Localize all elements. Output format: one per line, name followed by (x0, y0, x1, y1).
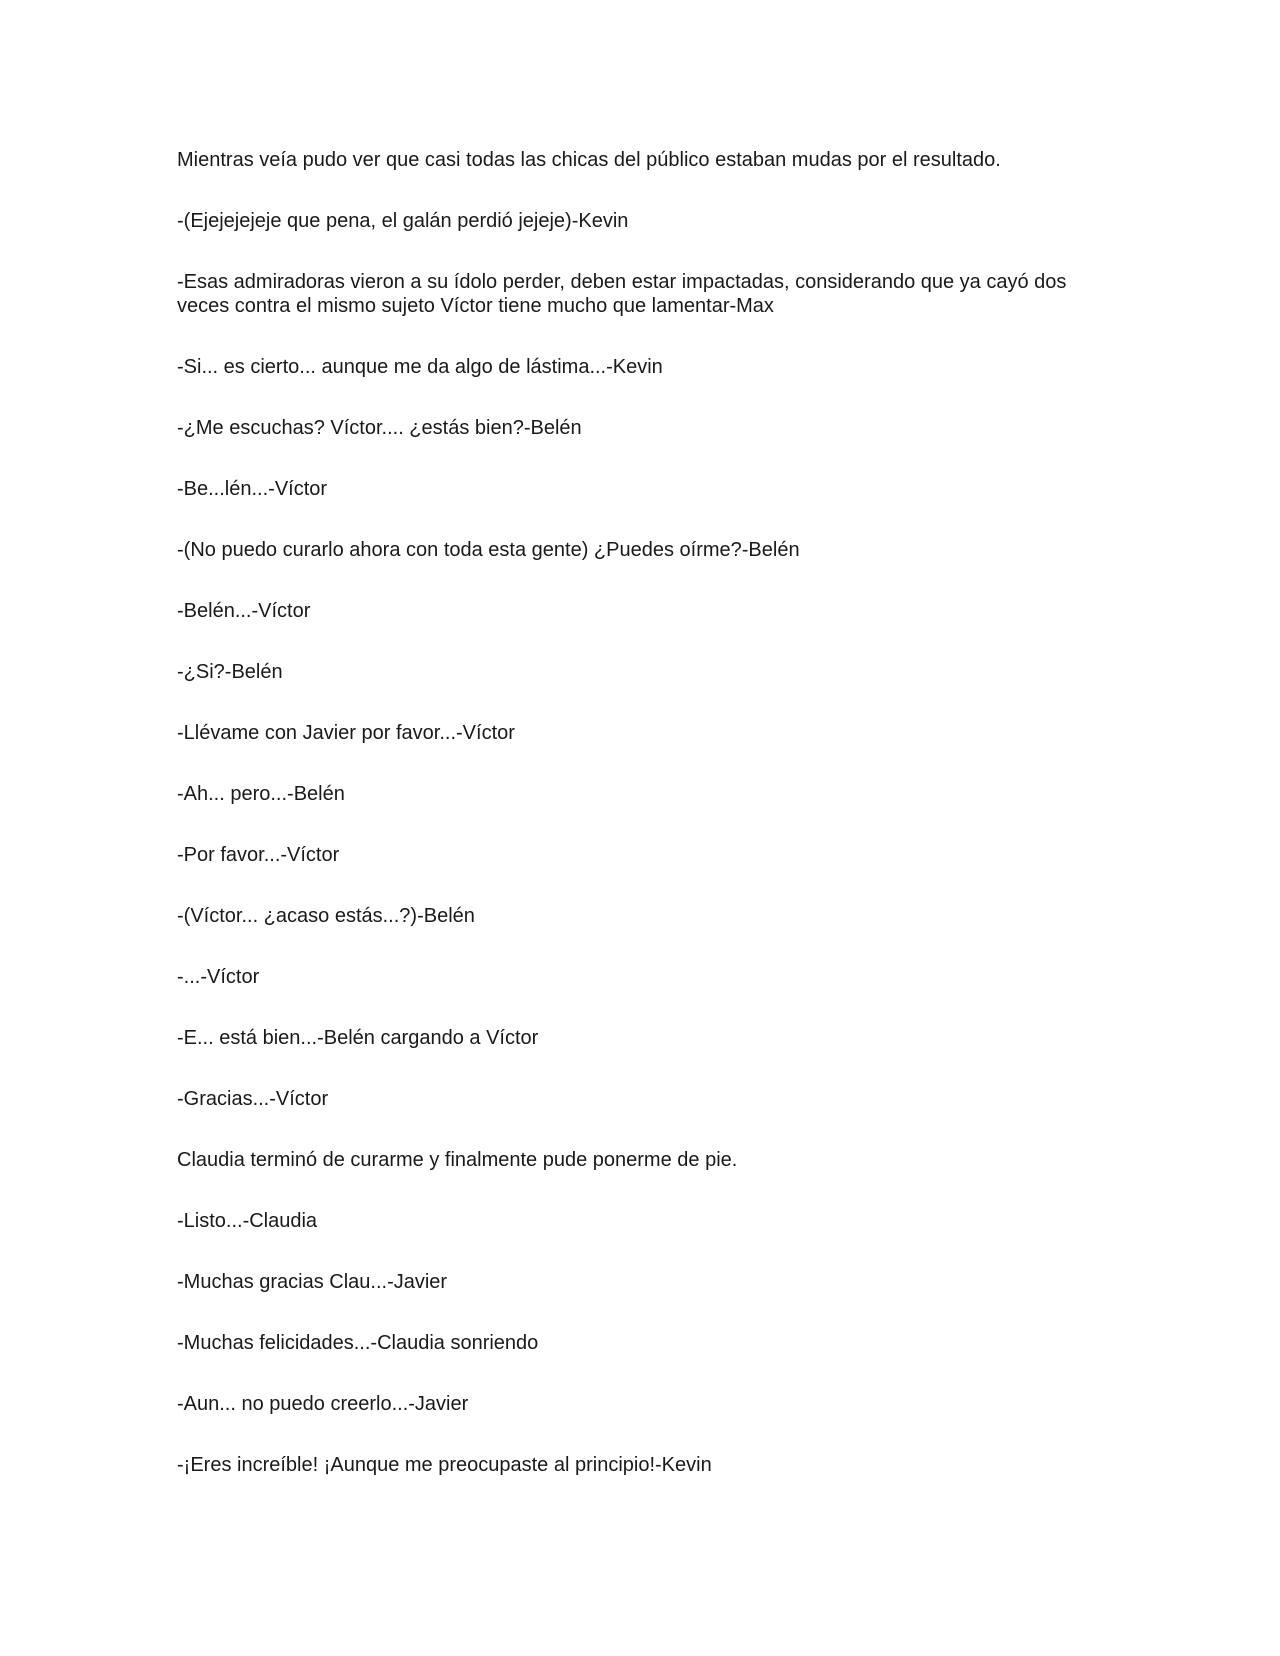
paragraph: -¿Si?-Belén (177, 661, 283, 683)
paragraph: -...-Víctor (177, 966, 260, 988)
paragraph: -Gracias...-Víctor (177, 1088, 329, 1110)
paragraph: -(No puedo curarlo ahora con toda esta gente) ¿Puedes oírme?-Belén (177, 539, 800, 561)
paragraph: -¡Eres increíble! ¡Aunque me preocupaste al principio!-Kevin (177, 1454, 712, 1476)
paragraph: -Llévame con Javier por favor...-Víctor (177, 722, 515, 744)
paragraph: -Ah... pero...-Belén (177, 783, 345, 805)
paragraph: -Si... es cierto... aunque me da algo de lástima...-Kevin (177, 356, 663, 378)
paragraph: Mientras veía pudo ver que casi todas las chicas del público estaban mudas por el resultado. (177, 149, 1001, 171)
paragraph: -Be...lén...-Víctor (177, 478, 328, 500)
paragraph: -Esas admiradoras vieron a su ídolo perder, deben estar impactadas, considerando que ya cayó dos veces contra el mismo sujeto Víctor tiene mucho que lamentar-Max (177, 271, 1067, 317)
paragraph: -E... está bien...-Belén cargando a Víctor (177, 1027, 539, 1049)
paragraph: -Por favor...-Víctor (177, 844, 340, 866)
paragraph: Claudia terminó de curarme y finalmente pude ponerme de pie. (177, 1149, 738, 1171)
document-body (177, 148, 1097, 1514)
paragraph: -Muchas gracias Clau...-Javier (177, 1271, 448, 1293)
paragraph: -(Víctor... ¿acaso estás...?)-Belén (177, 905, 475, 927)
paragraph: -Listo...-Claudia (177, 1210, 318, 1232)
paragraph: -¿Me escuchas? Víctor.... ¿estás bien?-Belén (177, 417, 582, 439)
paragraph: -Belén...-Víctor (177, 600, 311, 622)
paragraph: -(Ejejejejeje que pena, el galán perdió jejeje)-Kevin (177, 210, 629, 232)
paragraph: -Muchas felicidades...-Claudia sonriendo (177, 1332, 539, 1354)
paragraph: -Aun... no puedo creerlo...-Javier (177, 1393, 469, 1415)
